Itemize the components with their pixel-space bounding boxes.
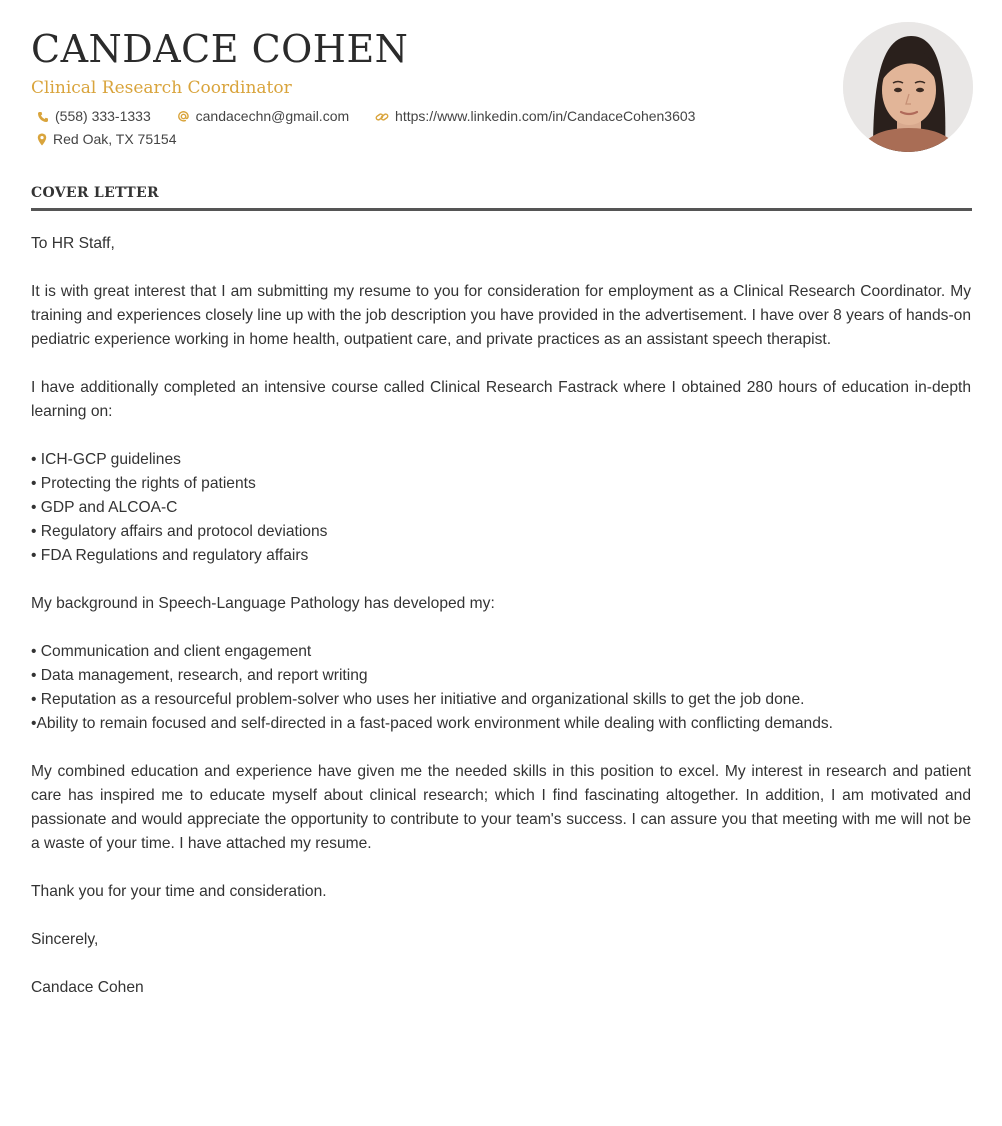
section-divider — [31, 208, 972, 211]
linkedin-url[interactable]: https://www.linkedin.com/in/CandaceCohen3603 — [395, 108, 696, 124]
signature-name: Candace Cohen — [31, 979, 144, 996]
paragraph: My combined education and experience have given me the needed skills in this position to excel. My interest in research and patient care has inspired me to educate myself about clinical research; which I find fascinating altogether. In addition, I am motivated and passionate and would appreciate the opportunity to contribute to your team's success. I can assure you that meeting with me will not be a waste of your time. I have attached my resume. — [31, 763, 971, 852]
contact-row — [37, 107, 717, 125]
paragraph: My background in Speech-Language Pathology has developed my: — [31, 595, 495, 612]
contact-email — [177, 107, 350, 125]
list-item: • Data management, research, and report writing — [31, 667, 368, 684]
list-item: • Communication and client engagement — [31, 643, 312, 660]
cover-letter-body — [31, 232, 971, 1024]
list-item: • Regulatory affairs and protocol deviations — [31, 523, 328, 540]
paragraph: Thank you for your time and consideration. — [31, 883, 327, 900]
location-text: Red Oak, TX 75154 — [53, 131, 177, 147]
job-title: Clinical Research Coordinator — [31, 78, 292, 98]
section-title: COVER LETTER — [31, 185, 159, 201]
contact-row-location — [37, 130, 198, 148]
contact-location — [37, 130, 176, 148]
closing: Sincerely, — [31, 931, 99, 948]
avatar — [843, 22, 973, 152]
contact-linkedin — [375, 107, 695, 125]
contact-phone — [37, 107, 151, 125]
map-pin-icon — [37, 133, 47, 146]
link-icon — [375, 111, 389, 123]
phone-icon — [37, 111, 49, 123]
at-sign-icon — [177, 110, 190, 123]
paragraph: It is with great interest that I am submitting my resume to you for consideration for employment as a Clinical Research Coordinator. My training and experiences closely line up with the job description you have provided in the advertisement. I have over 8 years of hands-on pediatric experience working in home health, outpatient care, and private practices as an assistant speech therapist. — [31, 283, 971, 348]
list-item: • GDP and ALCOA-C — [31, 499, 178, 516]
list-item: • Protecting the rights of patients — [31, 475, 256, 492]
list-item: • Reputation as a resourceful problem-solver who uses her initiative and organizational skills to get the job done. — [31, 691, 805, 708]
list-item: • ICH-GCP guidelines — [31, 451, 181, 468]
resume-header — [31, 26, 971, 156]
salutation: To HR Staff, — [31, 235, 115, 252]
phone-text: (558) 333-1333 — [55, 108, 151, 124]
list-item: •Ability to remain focused and self-directed in a fast-paced work environment while dealing with conflicting demands. — [31, 715, 834, 732]
list-item: • FDA Regulations and regulatory affairs — [31, 547, 309, 564]
candidate-name: CANDACE COHEN — [31, 27, 409, 71]
paragraph: I have additionally completed an intensive course called Clinical Research Fastrack where I obtained 280 hours of education in-depth learning on: — [31, 379, 971, 420]
profile-photo — [843, 22, 973, 152]
skills-list — [31, 640, 971, 736]
course-topics-list — [31, 448, 971, 568]
email-text: candacechn@gmail.com — [195, 108, 350, 124]
